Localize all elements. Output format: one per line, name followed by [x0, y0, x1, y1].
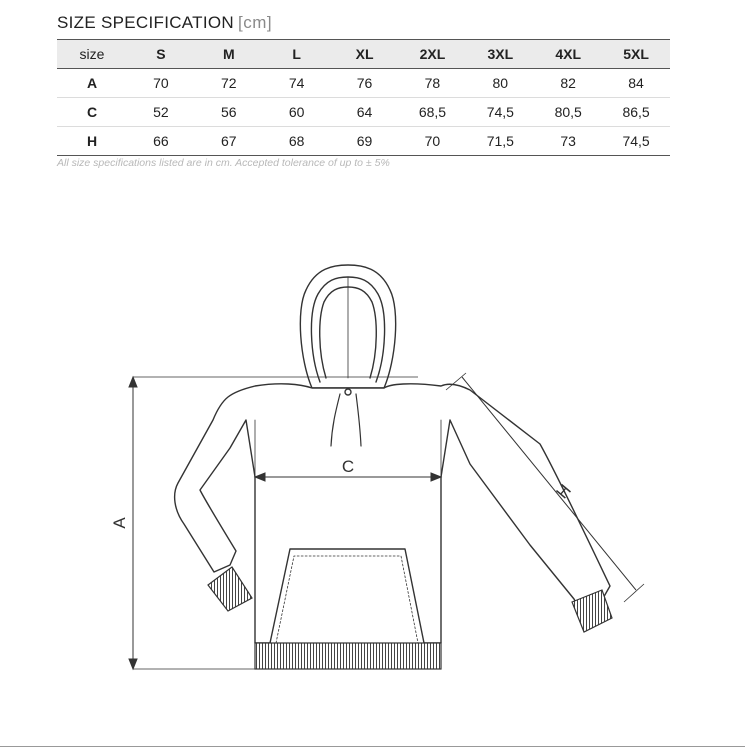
title-main: SIZE SPECIFICATION — [57, 13, 234, 32]
label-c: C — [341, 457, 355, 476]
table-cell: 86,5 — [602, 98, 670, 127]
table-cell: 73 — [534, 127, 602, 156]
table-cell: 74 — [263, 69, 331, 98]
header-cell-s: S — [127, 40, 195, 69]
header-cell-5xl: 5XL — [602, 40, 670, 69]
table-cell: 82 — [534, 69, 602, 98]
table-cell: 80 — [466, 69, 534, 98]
tolerance-note: All size specifications listed are in cm. Accepted tolerance of up to ± 5% — [57, 157, 390, 169]
header-cell-xl: XL — [331, 40, 399, 69]
table-cell: 60 — [263, 98, 331, 127]
table-cell: 67 — [195, 127, 263, 156]
table-cell: 80,5 — [534, 98, 602, 127]
table-cell: 68 — [263, 127, 331, 156]
table-cell: 72 — [195, 69, 263, 98]
table-cell: 84 — [602, 69, 670, 98]
left-cuff-rib — [208, 567, 252, 611]
table-cell: 56 — [195, 98, 263, 127]
table-cell: 74,5 — [602, 127, 670, 156]
header-cell-m: M — [195, 40, 263, 69]
table-cell: 76 — [331, 69, 399, 98]
table-cell: 70 — [399, 127, 467, 156]
hem-rib — [255, 643, 441, 669]
table-cell: 68,5 — [399, 98, 467, 127]
label-a: A — [110, 517, 129, 529]
table-cell: 71,5 — [466, 127, 534, 156]
label-h: H — [552, 480, 576, 503]
table-cell: 52 — [127, 98, 195, 127]
title-unit: [cm] — [238, 13, 273, 32]
header-cell-size: size — [57, 40, 127, 69]
header-cell-3xl: 3XL — [466, 40, 534, 69]
header-cell-l: L — [263, 40, 331, 69]
header-cell-2xl: 2XL — [399, 40, 467, 69]
table-cell: 66 — [127, 127, 195, 156]
table-cell: 64 — [331, 98, 399, 127]
table-cell: 70 — [127, 69, 195, 98]
table-cell: 78 — [399, 69, 467, 98]
row-label-c: C — [57, 98, 127, 127]
row-label-h: H — [57, 127, 127, 156]
header-cell-4xl: 4XL — [534, 40, 602, 69]
table-cell: 74,5 — [466, 98, 534, 127]
table-cell: 69 — [331, 127, 399, 156]
bottom-divider — [0, 746, 745, 747]
row-label-a: A — [57, 69, 127, 98]
